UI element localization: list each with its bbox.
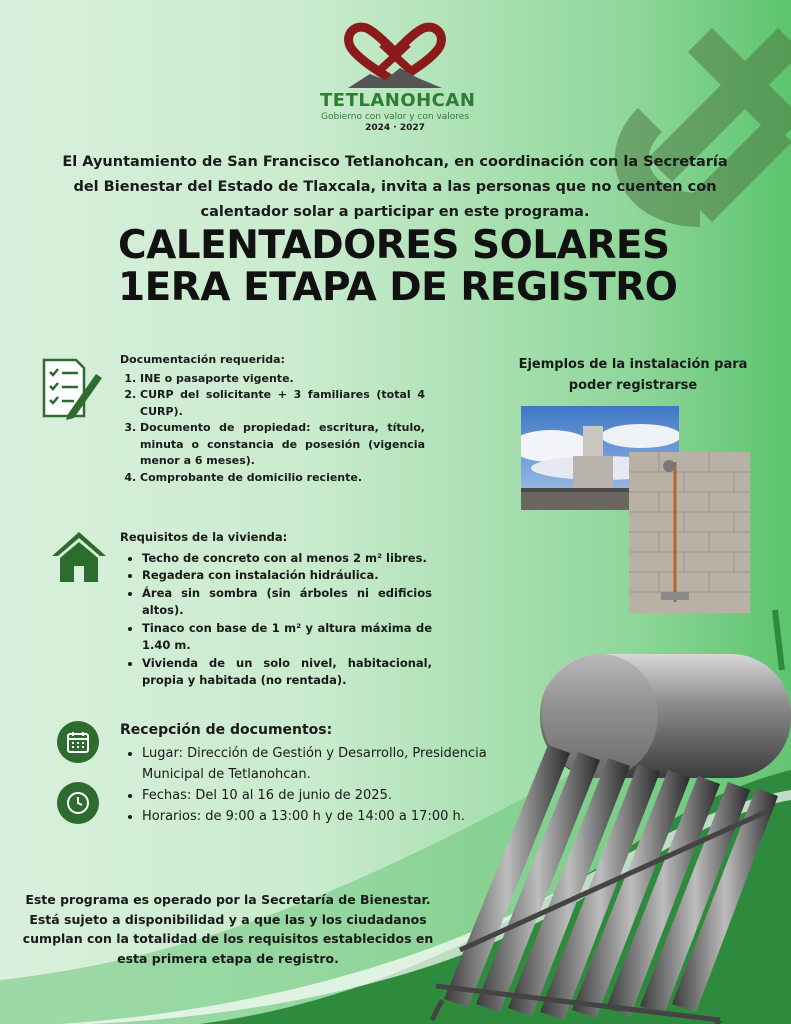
solar-water-heater-image bbox=[420, 580, 791, 1024]
documentation-heading: Documentación requerida: bbox=[120, 353, 285, 366]
list-item: • Techo de concreto con al menos 2 m² libres. bbox=[142, 550, 432, 568]
page-title bbox=[118, 225, 718, 309]
list-item: • Área sin sombra (sin árboles ni edificios altos). bbox=[142, 585, 432, 620]
documentation-list bbox=[120, 371, 425, 487]
house-icon bbox=[50, 530, 108, 584]
logo-name: TETLANOHCAN bbox=[320, 90, 476, 111]
housing-list bbox=[120, 550, 432, 690]
logo-years: 2024 · 2027 bbox=[365, 123, 425, 133]
documentation-section bbox=[120, 352, 425, 486]
list-item: 1. INE o pasaporte vigente. bbox=[140, 371, 425, 388]
reception-heading: Recepción de documentos: bbox=[120, 722, 333, 738]
list-item: 3. Documento de propiedad: escritura, título, minuta o constancia de posesión (vigencia menor a 6 meses). bbox=[140, 420, 425, 470]
list-item: 4. Comprobante de domicilio reciente. bbox=[140, 470, 425, 487]
document-checklist-icon bbox=[38, 356, 104, 422]
municipality-logo bbox=[320, 22, 476, 133]
logo-slogan: Gobierno con valor y con valores bbox=[320, 112, 470, 122]
heart-knot-logo-icon bbox=[340, 22, 450, 92]
footer-disclaimer: Este programa es operado por la Secretaría de Bienestar. Está sujeto a disponibilidad y a que las y los ciudadanos cumplan con la totalidad de los requisitos establecidos en esta primera etapa de registro. bbox=[22, 892, 434, 966]
list-item: • Tinaco con base de 1 m² y altura máxima de 1.40 m. bbox=[142, 620, 432, 655]
list-item: • Lugar: Dirección de Gestión y Desarrollo, Presidencia Municipal de Tetlanohcan. bbox=[142, 743, 500, 785]
examples-title: Ejemplos de la instalación para poder registrarse bbox=[518, 357, 748, 393]
clock-icon bbox=[57, 782, 99, 824]
housing-requirements-section bbox=[120, 529, 432, 690]
housing-heading: Requisitos de la vivienda: bbox=[120, 530, 288, 544]
title-line-1: CALENTADORES SOLARES bbox=[118, 223, 670, 268]
list-item: • Vivienda de un solo nivel, habitacional, propia y habitada (no rentada). bbox=[142, 655, 432, 690]
intro-text: El Ayuntamiento de San Francisco Tetlanohcan, en coordinación con la Secretaría del Bienestar del Estado de Tlaxcala, invita a las personas que no cuenten con calentador solar a participar en este programa. bbox=[62, 154, 728, 220]
list-item: • Fechas: Del 10 al 16 de junio de 2025. bbox=[142, 785, 500, 806]
list-item: 2. CURP del solicitante + 3 familiares (total 4 CURP). bbox=[140, 387, 425, 420]
list-item: • Regadera con instalación hidráulica. bbox=[142, 567, 432, 585]
title-line-2: 1ERA ETAPA DE REGISTRO bbox=[118, 265, 678, 310]
calendar-icon bbox=[57, 721, 99, 763]
list-item: • Horarios: de 9:00 a 13:00 h y de 14:00 a 17:00 h. bbox=[142, 806, 500, 827]
